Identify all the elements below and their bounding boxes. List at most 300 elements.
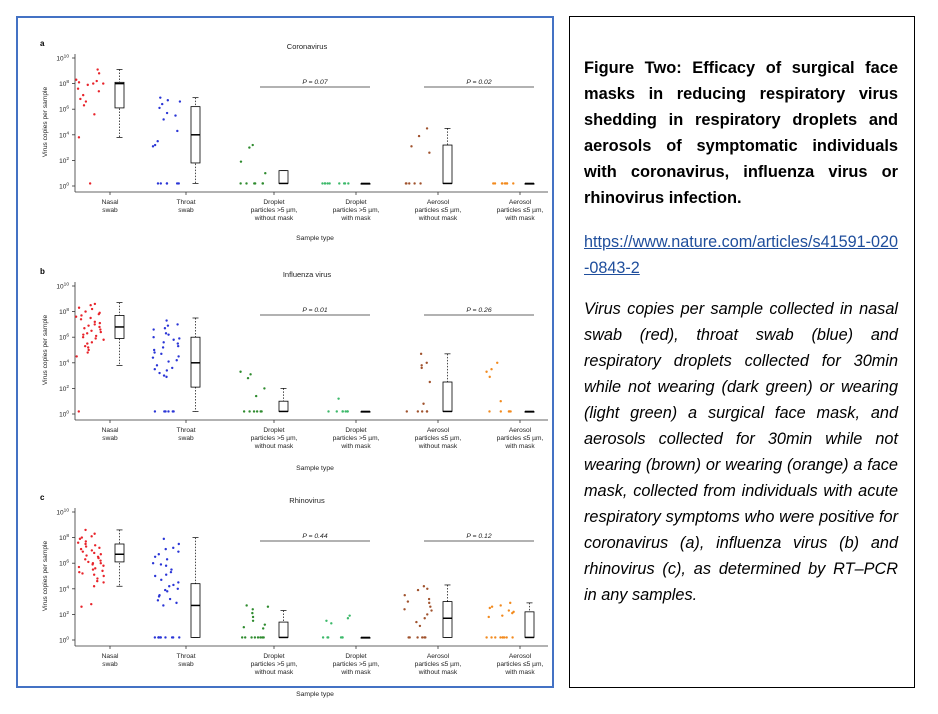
data-point [426, 410, 428, 412]
data-point [240, 160, 242, 162]
data-point [96, 577, 98, 579]
data-point [79, 538, 81, 540]
data-point [90, 603, 92, 605]
data-point [91, 549, 93, 551]
data-point [100, 331, 102, 333]
data-point [264, 172, 266, 174]
data-point [179, 100, 181, 102]
data-point [348, 614, 350, 616]
data-point [178, 543, 180, 545]
x-tick-label: Aerosol particles ≤5 µm, with mask [496, 199, 544, 222]
data-point [257, 636, 259, 638]
data-point [100, 553, 102, 555]
data-point [509, 602, 511, 604]
data-point [78, 566, 80, 568]
y-tick-label: $10^2$ [59, 384, 69, 393]
data-point [508, 410, 510, 412]
data-point [255, 395, 257, 397]
data-point [252, 616, 254, 618]
data-point [424, 617, 426, 619]
data-point [256, 410, 258, 412]
data-point [94, 303, 96, 305]
box [115, 544, 124, 562]
data-point [322, 636, 324, 638]
data-point [243, 410, 245, 412]
y-tick-label: $10^8$ [59, 308, 69, 317]
data-point [421, 410, 423, 412]
data-point [175, 602, 177, 604]
x-tick-label: Droplet particles >5 µm, without mask [250, 199, 298, 222]
data-point [158, 107, 160, 109]
x-tick-label: Aerosol particles ≤5 µm, without mask [414, 199, 462, 222]
data-point [420, 364, 422, 366]
chart-title: Influenza virus [282, 270, 332, 279]
data-point [177, 588, 179, 590]
chart-panel-b [40, 267, 548, 472]
data-point [93, 533, 95, 535]
data-point [253, 410, 255, 412]
data-point [94, 337, 96, 339]
data-point [325, 620, 327, 622]
x-axis-label: Sample type [296, 691, 334, 698]
data-point [83, 327, 85, 329]
y-tick-label: $10^6$ [59, 333, 69, 342]
data-point [83, 104, 85, 106]
data-point [165, 319, 167, 321]
data-point [260, 410, 262, 412]
pvalue-label: P = 0.26 [466, 307, 492, 314]
data-point [176, 182, 178, 184]
data-point [167, 99, 169, 101]
data-point [428, 602, 430, 604]
data-point [407, 600, 409, 602]
data-point [337, 397, 339, 399]
data-point [499, 636, 501, 638]
data-point [152, 336, 154, 338]
y-tick-label: $10^8$ [59, 534, 69, 543]
data-point [424, 636, 426, 638]
data-point [404, 594, 406, 596]
data-point [84, 345, 86, 347]
data-point [490, 636, 492, 638]
data-point [248, 146, 250, 148]
data-point [167, 333, 169, 335]
data-point [102, 581, 104, 583]
data-point [158, 553, 160, 555]
data-point [252, 620, 254, 622]
data-point [420, 353, 422, 355]
data-point [160, 579, 162, 581]
data-point [92, 82, 94, 84]
y-tick-label: $10^{10}$ [56, 508, 69, 517]
data-point [429, 606, 431, 608]
data-point [157, 182, 159, 184]
data-point [321, 182, 323, 184]
data-point [162, 341, 164, 343]
data-point [508, 609, 510, 611]
y-tick-label: $10^2$ [59, 156, 69, 165]
data-point [82, 550, 84, 552]
data-point [485, 371, 487, 373]
data-point [84, 310, 86, 312]
x-tick-label: Droplet particles >5 µm, without mask [250, 427, 298, 450]
data-point [91, 563, 93, 565]
data-point [99, 559, 101, 561]
data-point [177, 345, 179, 347]
data-point [403, 608, 405, 610]
data-point [347, 617, 349, 619]
data-point [166, 558, 168, 560]
data-point [87, 349, 89, 351]
data-point [85, 100, 87, 102]
data-point [501, 614, 503, 616]
data-point [178, 337, 180, 339]
data-point [166, 112, 168, 114]
data-point [413, 182, 415, 184]
data-point [490, 368, 492, 370]
data-point [80, 314, 82, 316]
pvalue-label: P = 0.01 [302, 307, 328, 314]
data-point [154, 368, 156, 370]
data-point [494, 636, 496, 638]
data-point [496, 362, 498, 364]
data-point [89, 304, 91, 306]
data-point [97, 556, 99, 558]
data-point [92, 568, 94, 570]
data-point [75, 355, 77, 357]
data-point [86, 332, 88, 334]
data-point [253, 182, 255, 184]
data-point [98, 90, 100, 92]
data-point [326, 182, 328, 184]
y-tick-label: $10^{10}$ [56, 54, 69, 63]
chart-panel-c [40, 493, 548, 698]
box [525, 612, 534, 638]
pvalue-label: P = 0.02 [466, 79, 492, 86]
y-tick-label: $10^6$ [59, 559, 69, 568]
data-point [98, 313, 100, 315]
data-point [165, 548, 167, 550]
data-point [244, 636, 246, 638]
data-point [154, 410, 156, 412]
data-point [102, 339, 104, 341]
panel-letter: c [40, 493, 45, 502]
data-point [245, 604, 247, 606]
data-point [418, 135, 420, 137]
box [115, 82, 124, 108]
x-tick-label: Nasal swab [101, 653, 119, 668]
data-point [152, 328, 154, 330]
data-point [96, 80, 98, 82]
chart-title: Coronavirus [286, 42, 328, 51]
x-tick-label: Throat swab [176, 653, 196, 668]
data-point [422, 403, 424, 405]
x-tick-label: Throat swab [176, 199, 196, 214]
data-point [328, 182, 330, 184]
data-point [417, 410, 419, 412]
pvalue-label: P = 0.44 [302, 533, 328, 540]
data-point [174, 114, 176, 116]
x-tick-label: Aerosol particles ≤5 µm, without mask [414, 427, 462, 450]
data-point [78, 307, 80, 309]
data-point [341, 636, 343, 638]
data-point [162, 118, 164, 120]
data-point [407, 636, 409, 638]
data-point [176, 359, 178, 361]
data-point [93, 585, 95, 587]
data-point [80, 548, 82, 550]
data-point [241, 636, 243, 638]
data-point [89, 182, 91, 184]
data-point [167, 410, 169, 412]
data-point [90, 330, 92, 332]
y-tick-label: $10^8$ [59, 80, 69, 89]
data-point [416, 636, 418, 638]
data-point [415, 621, 417, 623]
y-tick-label: $10^4$ [59, 585, 69, 594]
data-point [86, 351, 88, 353]
data-point [84, 529, 86, 531]
data-point [500, 410, 502, 412]
data-point [405, 182, 407, 184]
y-tick-label: $10^6$ [59, 105, 69, 114]
data-point [80, 606, 82, 608]
data-point [511, 636, 513, 638]
data-point [165, 376, 167, 378]
data-point [408, 182, 410, 184]
data-point [85, 540, 87, 542]
data-point [94, 323, 96, 325]
data-point [267, 606, 269, 608]
article-link[interactable]: https://www.nature.com/articles/s41591-020-0843-2 [584, 233, 899, 277]
data-point [89, 317, 91, 319]
data-point [489, 376, 491, 378]
data-point [87, 346, 89, 348]
data-point [82, 94, 84, 96]
data-point [505, 636, 507, 638]
data-point [247, 377, 249, 379]
data-point [90, 535, 92, 537]
figure-charts [18, 18, 552, 698]
data-point [78, 136, 80, 138]
data-point [163, 538, 165, 540]
data-point [96, 580, 98, 582]
box [443, 145, 452, 183]
data-point [252, 608, 254, 610]
data-point [160, 353, 162, 355]
data-point [100, 562, 102, 564]
y-tick-label: $10^0$ [59, 636, 69, 645]
data-point [428, 598, 430, 600]
x-axis-label: Sample type [296, 235, 334, 242]
box [443, 382, 452, 411]
data-point [94, 321, 96, 323]
data-point [164, 589, 166, 591]
caption-title: Figure Two: Efficacy of surgical face masks in reducing respiratory virus shedding in respiratory droplets and aerosols of symptomatic individuals with coronavirus, influenza virus or rhinovirus infection. [584, 59, 898, 207]
data-point [154, 144, 156, 146]
data-point [84, 558, 86, 560]
data-point [500, 400, 502, 402]
data-point [99, 322, 101, 324]
data-point [75, 79, 77, 81]
data-point [86, 342, 88, 344]
data-point [502, 636, 504, 638]
panel-letter: b [40, 267, 45, 276]
data-point [485, 636, 487, 638]
data-point [177, 550, 179, 552]
chart-panel-a [40, 39, 548, 242]
data-point [170, 568, 172, 570]
data-point [248, 410, 250, 412]
data-point [82, 336, 84, 338]
data-point [165, 574, 167, 576]
data-point [167, 324, 169, 326]
x-tick-label: Aerosol particles ≤5 µm, with mask [496, 427, 544, 450]
data-point [160, 563, 162, 565]
x-tick-label: Droplet particles >5 µm, with mask [332, 199, 380, 222]
data-point [264, 623, 266, 625]
data-point [338, 182, 340, 184]
data-point [426, 588, 428, 590]
pvalue-label: P = 0.12 [466, 533, 492, 540]
data-point [488, 410, 490, 412]
data-point [87, 324, 89, 326]
data-point [78, 410, 80, 412]
x-tick-label: Droplet particles >5 µm, with mask [332, 427, 380, 450]
x-tick-label: Droplet particles >5 µm, with mask [332, 653, 380, 676]
data-point [491, 606, 493, 608]
x-tick-label: Nasal swab [101, 199, 119, 214]
caption-description: Virus copies per sample collected in nasal swab (red), throat swab (blue) and respiratory droplets collected for 30min while not wearing (dark green) or wearing (light green) a surgical face mask, and aerosols collected for 30min while not wearing (brown) or wearing (orange) a face mask, collected from individuals with acute respiratory symptoms who were positive for coronavirus (a), influenza virus (b) and rhinovirus (c), as determined by RT–PCR in any samples. [584, 300, 898, 604]
data-point [99, 328, 101, 330]
data-point [94, 544, 96, 546]
data-point [254, 636, 256, 638]
data-point [262, 627, 264, 629]
panel-letter: a [40, 39, 45, 48]
data-point [157, 636, 159, 638]
data-point [163, 374, 165, 376]
data-point [429, 381, 431, 383]
data-point [488, 616, 490, 618]
y-tick-label: $10^{10}$ [56, 282, 69, 291]
data-point [167, 360, 169, 362]
data-point [84, 543, 86, 545]
y-axis-label: Virus copies per sample [42, 86, 49, 158]
x-tick-label: Throat swab [176, 427, 196, 442]
data-point [91, 341, 93, 343]
data-point [499, 604, 501, 606]
data-point [80, 318, 82, 320]
y-tick-label: $10^4$ [59, 131, 69, 140]
data-point [178, 636, 180, 638]
data-point [347, 182, 349, 184]
data-point [239, 371, 241, 373]
figure-panel [16, 16, 554, 698]
caption-box [569, 16, 915, 688]
data-point [166, 182, 168, 184]
data-point [327, 410, 329, 412]
data-point [512, 182, 514, 184]
data-point [423, 585, 425, 587]
data-point [343, 182, 345, 184]
box [443, 602, 452, 638]
data-point [417, 589, 419, 591]
data-point [96, 68, 98, 70]
data-point [177, 342, 179, 344]
box [279, 622, 288, 637]
data-point [160, 636, 162, 638]
data-point [78, 81, 80, 83]
data-point [420, 367, 422, 369]
y-tick-label: $10^0$ [59, 182, 69, 191]
data-point [103, 575, 105, 577]
data-point [95, 335, 97, 337]
data-point [249, 373, 251, 375]
data-point [346, 410, 348, 412]
data-point [85, 554, 87, 556]
data-point [494, 182, 496, 184]
data-point [152, 356, 154, 358]
data-point [421, 636, 423, 638]
data-point [158, 595, 160, 597]
data-point [153, 351, 155, 353]
data-point [154, 636, 156, 638]
data-point [82, 333, 84, 335]
data-point [330, 622, 332, 624]
data-point [506, 182, 508, 184]
data-point [93, 574, 95, 576]
data-point [165, 332, 167, 334]
data-point [168, 585, 170, 587]
x-tick-label: Aerosol particles ≤5 µm, without mask [414, 653, 462, 676]
data-point [171, 367, 173, 369]
data-point [426, 127, 428, 129]
data-point [419, 182, 421, 184]
data-point [94, 567, 96, 569]
data-point [159, 96, 161, 98]
data-point [251, 612, 253, 614]
y-axis-label: Virus copies per sample [42, 314, 49, 386]
data-point [245, 182, 247, 184]
x-tick-label: Droplet particles >5 µm, without mask [250, 653, 298, 676]
data-point [170, 571, 172, 573]
data-point [176, 323, 178, 325]
data-point [91, 308, 93, 310]
data-point [419, 625, 421, 627]
x-tick-label: Aerosol particles ≤5 µm, with mask [496, 653, 544, 676]
data-point [87, 84, 89, 86]
box [191, 584, 200, 638]
data-point [160, 182, 162, 184]
data-point [162, 346, 164, 348]
data-point [336, 410, 338, 412]
data-point [152, 145, 154, 147]
data-point [85, 545, 87, 547]
data-point [157, 599, 159, 601]
box [279, 401, 288, 411]
data-point [101, 570, 103, 572]
data-point [263, 387, 265, 389]
data-point [239, 182, 241, 184]
data-point [341, 410, 343, 412]
data-point [177, 355, 179, 357]
data-point [164, 410, 166, 412]
data-point [262, 636, 264, 638]
data-point [489, 607, 491, 609]
chart-title: Rhinovirus [289, 496, 325, 505]
data-point [154, 575, 156, 577]
data-point [430, 609, 432, 611]
